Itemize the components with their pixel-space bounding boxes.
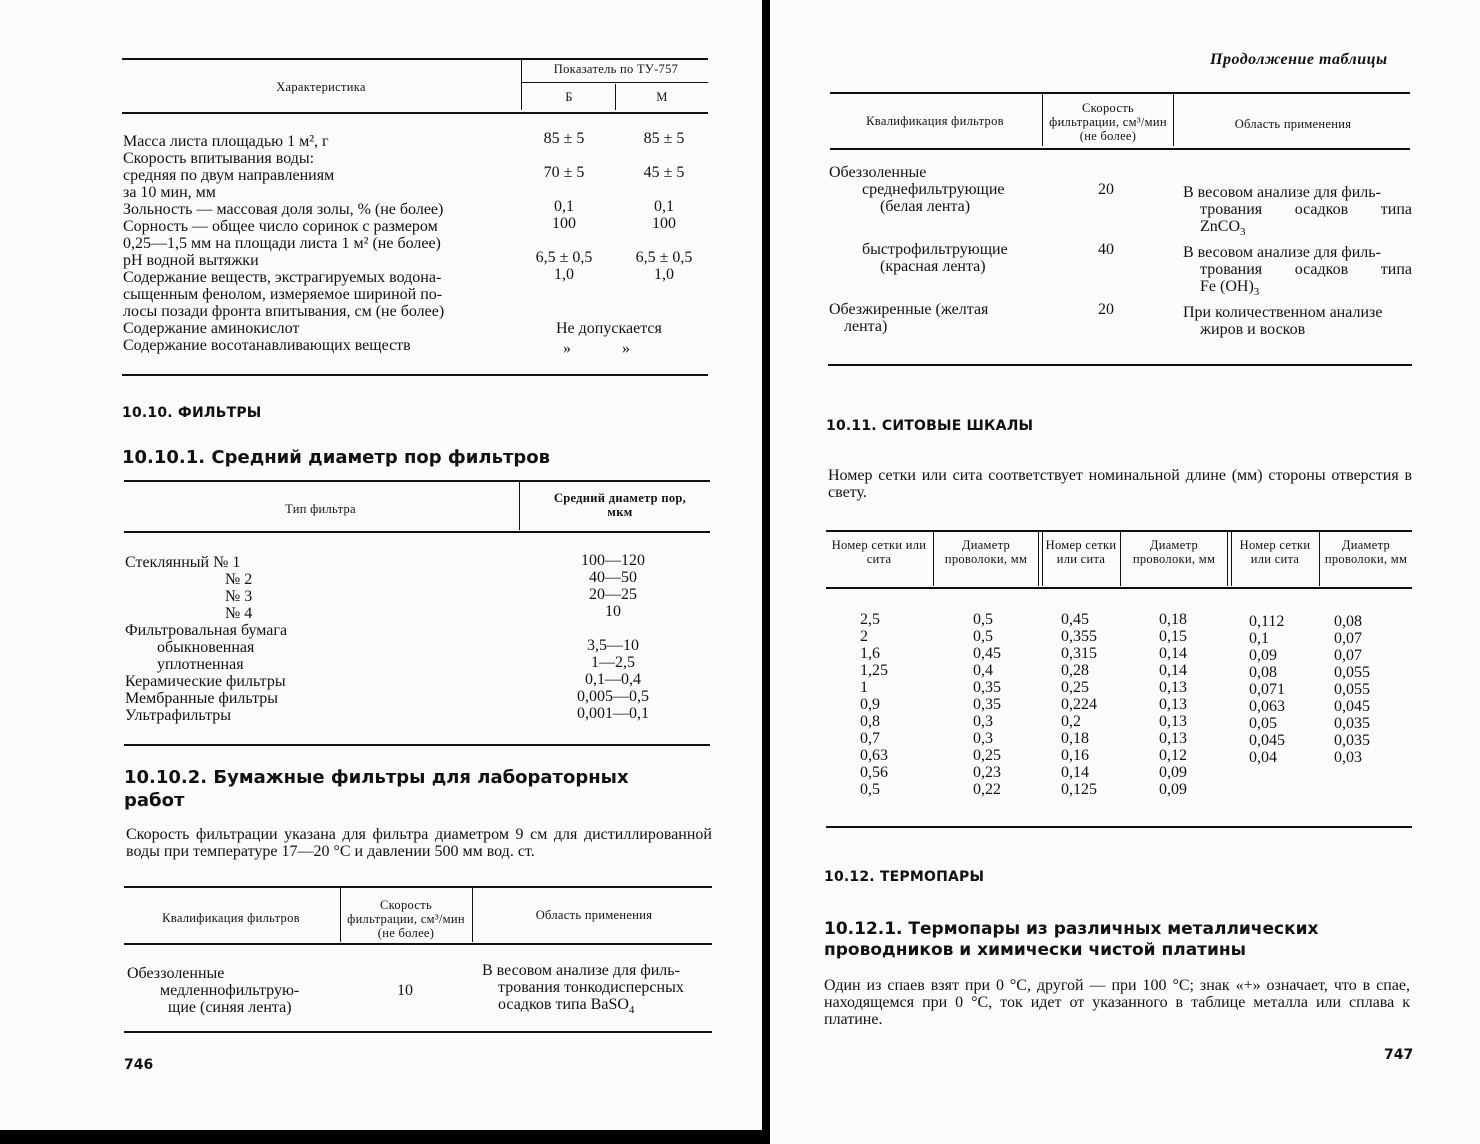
table2-label: № 2	[225, 571, 253, 588]
section-10-11-heading: 10.11. СИТОВЫЕ ШКАЛЫ	[826, 418, 1034, 434]
table1-b-value	[524, 181, 604, 198]
table1-label: лосы позади фронта впитывания, см (не более)	[123, 303, 445, 320]
sieve-cell: 0,035	[1334, 732, 1370, 749]
section-10-12-1-heading-line2: проводников и химически чистой платины	[824, 940, 1247, 960]
table1-b-value: 100	[552, 215, 576, 232]
table3-row-qualification-3: щие (синяя лента)	[168, 999, 292, 1016]
table2-vline	[519, 482, 520, 530]
table1-col-b	[524, 130, 604, 351]
sieve-cell: 0,035	[1334, 715, 1370, 732]
table2-label: Стеклянный № 1	[125, 554, 241, 571]
table1-b-value: 6,5 ± 0,5	[535, 249, 593, 266]
table1-top-rule	[122, 58, 708, 60]
sieve-cell: 0,045	[1334, 698, 1370, 715]
section-10-10-2-heading-line2: работ	[124, 790, 185, 811]
table1-b-value	[524, 232, 604, 249]
table3-vline1	[340, 888, 341, 942]
section-10-12-1-paragraph: Один из спаев взят при 0 °С, другой — при 100 °С; знак «+» означает, что в спае, находящемся при 0 °С, ток идет от указанного в таблице металла или сплава к платине.	[824, 977, 1410, 1028]
table1-b-value: 0,1	[554, 198, 574, 215]
table1-label: Сорность — общее число соринок с размером	[123, 218, 438, 235]
sieve-cell: 0,35	[973, 679, 1001, 696]
table2-value: 20—25	[589, 586, 637, 603]
sieve-cell: 0,3	[973, 713, 993, 730]
sieve-vline1	[933, 532, 934, 586]
table1-vline	[521, 60, 522, 110]
table1-labels	[123, 133, 518, 354]
table1-header-m: М	[656, 90, 668, 104]
table1-m-value: 0,1	[654, 198, 674, 215]
sieve-cell: 0,14	[1061, 764, 1089, 781]
sieve-cell: 0,05	[1249, 715, 1277, 732]
sieve-cell: 1	[860, 679, 868, 696]
table2-values	[548, 552, 678, 722]
table1-label: Скорость впитывания воды:	[123, 150, 315, 167]
sieve-cell: 0,16	[1061, 747, 1089, 764]
table1-bottom-rule	[122, 374, 708, 376]
sieve-table-header-bottom-rule	[826, 587, 1412, 589]
table1-b-value	[524, 147, 604, 164]
table3c-row-name: Обезжиренные (желтая	[829, 301, 989, 318]
sieve-col-3	[1061, 611, 1121, 798]
section-10-10-2-heading-line1: 10.10.2. Бумажные фильтры для лабораторных	[124, 767, 629, 788]
sieve-vline5	[1319, 532, 1320, 586]
table1-m-value: 100	[652, 215, 676, 232]
table1-header-b: Б	[565, 90, 573, 104]
table3c-row-area: трования осадков типа	[1200, 201, 1412, 218]
table2-header-type: Тип фильтра	[285, 502, 356, 516]
table1-col-m	[624, 130, 704, 351]
sieve-vline4b	[1231, 532, 1232, 586]
table1-b-value	[524, 300, 604, 317]
sieve-cell: 0,055	[1334, 664, 1370, 681]
section-10-11-paragraph: Номер сетки или сита соответствует номинальной длине (мм) стороны отверстия в свету.	[828, 467, 1412, 501]
table1-m-value: 85 ± 5	[643, 130, 685, 147]
table3c-row-area: ZnCO$_3$	[1200, 218, 1246, 239]
table2-label: обыкновенная	[157, 639, 255, 656]
table3c-row-speed: 40	[1098, 241, 1114, 258]
table1-ditto-m: »	[622, 340, 630, 357]
sieve-cell: 0,09	[1159, 764, 1187, 781]
sieve-cell: 0,14	[1159, 662, 1187, 679]
sieve-cell: 0,08	[1334, 613, 1362, 630]
sieve-cell: 0,5	[973, 611, 993, 628]
table1-label: pH водной вытяжки	[123, 252, 259, 269]
table3c-row-area: В весовом анализе для филь-	[1183, 244, 1381, 261]
table3c-row-area: трования осадков типа	[1200, 261, 1412, 278]
table3-header-speed: Скорость фильтрации, см³/мин (не более)	[347, 898, 465, 940]
sieve-cell: 0,07	[1334, 630, 1362, 647]
page-number-right: 747	[1384, 1047, 1414, 1063]
sieve-cell: 0,112	[1249, 613, 1285, 630]
table3-row-area-3: осадков типа BaSO$_4$	[498, 996, 635, 1017]
sieve-cell: 0,23	[973, 764, 1001, 781]
table1-m-value: 1,0	[654, 266, 674, 283]
table2-header-diameter: Средний диаметр пор, мкм	[553, 491, 687, 519]
sieve-cell: 0,35	[973, 696, 1001, 713]
table2-value: 40—50	[589, 569, 637, 586]
table3-top-rule	[124, 886, 712, 888]
sieve-col-6	[1334, 613, 1394, 766]
sieve-header-number-2: Номер сетки или сита	[1045, 538, 1117, 566]
sieve-cell: 0,14	[1159, 645, 1187, 662]
table3c-row-name: среднефильтрующие	[862, 181, 1005, 198]
table3c-bottom-rule	[828, 364, 1412, 366]
table-continuation-heading: Продолжение таблицы	[1210, 51, 1388, 68]
table3-row-area-1: В весовом анализе для филь-	[482, 962, 680, 979]
table1-label: сыщенным фенолом, измеряемое шириной по-	[123, 286, 443, 303]
table2-value	[548, 620, 678, 637]
sieve-vline2b	[1042, 532, 1043, 586]
table2-top-rule	[124, 480, 710, 482]
table3c-row-name: (белая лента)	[880, 198, 971, 215]
sieve-cell: 0,22	[973, 781, 1001, 798]
sieve-cell: 0,13	[1159, 730, 1187, 747]
table1-label: Масса листа площадью 1 м², г	[123, 133, 329, 150]
table3c-header-qualification: Квалификация фильтров	[866, 114, 1004, 128]
right-page	[770, 0, 1480, 1144]
sieve-cell: 0,315	[1061, 645, 1097, 662]
sieve-cell: 0,071	[1249, 681, 1285, 698]
sieve-cell: 0,03	[1334, 749, 1362, 766]
sieve-table-top-rule	[826, 530, 1412, 532]
table1-b-value: 70 ± 5	[543, 164, 585, 181]
table3c-row-area: жиров и восков	[1200, 321, 1306, 338]
table2-value: 100—120	[581, 552, 645, 569]
sieve-cell: 0,355	[1061, 628, 1097, 645]
table3c-row-speed: 20	[1098, 181, 1114, 198]
sieve-header-diameter-2: Диаметр проволоки, мм	[1132, 538, 1216, 566]
table1-m-value	[624, 300, 704, 317]
sieve-cell: 0,13	[1159, 713, 1187, 730]
table3c-header-bottom-rule	[830, 148, 1410, 150]
table2-label: № 3	[225, 588, 253, 605]
table3c-header-area: Область применения	[1234, 117, 1352, 131]
sieve-cell: 0,28	[1061, 662, 1089, 679]
table3-bottom-rule	[124, 1031, 712, 1033]
sieve-vline3	[1120, 532, 1121, 586]
table2-value: 1—2,5	[591, 654, 635, 671]
table3-vline2	[472, 888, 473, 942]
sieve-col-5	[1249, 613, 1309, 766]
sieve-cell: 0,4	[973, 662, 993, 679]
section-10-10-heading: 10.10. ФИЛЬТРЫ	[122, 405, 262, 421]
sieve-cell: 0,063	[1249, 698, 1285, 715]
sieve-col-4	[1159, 611, 1219, 798]
table1-m-value: 6,5 ± 0,5	[635, 249, 693, 266]
table1-b-value: 85 ± 5	[543, 130, 585, 147]
table1-m-value	[624, 147, 704, 164]
table1-subheader-rule	[522, 82, 708, 83]
table3-row-qualification-2: медленнофильтрую-	[160, 982, 300, 999]
table2-label: Мембранные фильтры	[125, 690, 278, 707]
sieve-cell: 1,25	[860, 662, 888, 679]
sieve-cell: 0,25	[973, 747, 1001, 764]
sieve-col-1	[860, 611, 920, 798]
sieve-cell: 0,055	[1334, 681, 1370, 698]
sieve-cell: 0,15	[1159, 628, 1187, 645]
table2-header-bottom-rule	[124, 531, 710, 533]
sieve-header-number-1: Номер сетки или сита	[831, 538, 927, 566]
section-10-12-heading: 10.12. ТЕРМОПАРЫ	[824, 869, 985, 885]
sieve-cell: 0,56	[860, 764, 888, 781]
table3c-top-rule	[830, 92, 1410, 94]
table2-labels	[125, 554, 425, 724]
table3-row-speed: 10	[397, 982, 413, 999]
sieve-cell: 0,45	[1061, 611, 1089, 628]
table1-label: Содержание веществ, экстрагируемых водона-	[123, 269, 442, 286]
table3c-row-area: Fe $(OH)_3$	[1200, 278, 1260, 299]
table1-header-bottom-rule	[122, 112, 708, 114]
table3-header-bottom-rule	[124, 943, 712, 945]
sieve-vline4a	[1227, 532, 1228, 586]
table3-row-area-2: трования тонкодисперсных	[498, 979, 684, 996]
sieve-header-diameter-1: Диаметр проволоки, мм	[944, 538, 1028, 566]
sieve-cell: 0,12	[1159, 747, 1187, 764]
table1-header-indicator: Показатель по ТУ-757	[553, 62, 679, 76]
sieve-cell: 0,5	[860, 781, 880, 798]
table1-m-value: 45 ± 5	[643, 164, 685, 181]
table1-m-value	[624, 232, 704, 249]
table1-b-value	[524, 283, 604, 300]
table1-label: Содержание аминокислот	[123, 320, 300, 337]
table1-label: 0,25—1,5 мм на площади листа 1 м² (не более)	[123, 235, 441, 252]
table2-value: 0,1—0,4	[585, 671, 641, 688]
table3c-group: Обеззоленные	[829, 164, 927, 181]
table3c-vline1	[1042, 94, 1043, 146]
sieve-cell: 0,08	[1249, 664, 1277, 681]
sieve-cell: 0,7	[860, 730, 880, 747]
table3c-row-speed: 20	[1098, 301, 1114, 318]
table2-value: 0,001—0,1	[577, 705, 649, 722]
table1-m-value	[624, 283, 704, 300]
sieve-cell: 0,045	[1249, 732, 1285, 749]
table2-label: Ультрафильтры	[125, 707, 232, 724]
sieve-cell: 0,13	[1159, 679, 1187, 696]
table2-label: Керамические фильтры	[125, 673, 286, 690]
sieve-cell: 0,1	[1249, 630, 1269, 647]
section-10-10-2-paragraph: Скорость фильтрации указана для фильтра диаметром 9 см для дистиллированной воды при температуре 17—20 °С и давлении 500 мм вод. ст.	[126, 826, 712, 860]
table3c-row-area: В весовом анализе для филь-	[1183, 184, 1381, 201]
sieve-cell: 0,09	[1159, 781, 1187, 798]
table2-label: уплотненная	[157, 656, 244, 673]
sieve-cell: 0,09	[1249, 647, 1277, 664]
table2-bottom-rule	[124, 744, 710, 746]
sieve-cell: 0,3	[973, 730, 993, 747]
table1-not-allowed: Не допускается	[556, 320, 662, 337]
page-number-left: 746	[124, 1057, 154, 1073]
sieve-header-diameter-3: Диаметр проволоки, мм	[1324, 538, 1408, 566]
sieve-table-bottom-rule	[826, 826, 1412, 828]
sieve-header-number-3: Номер сетки или сита	[1239, 538, 1311, 566]
section-10-10-1-heading: 10.10.1. Средний диаметр пор фильтров	[122, 447, 551, 468]
sieve-vline2a	[1038, 532, 1039, 586]
table3c-vline2	[1173, 94, 1174, 146]
table2-label: № 4	[225, 605, 253, 622]
sieve-cell: 0,224	[1061, 696, 1097, 713]
sieve-cell: 0,9	[860, 696, 880, 713]
sieve-cell: 0,5	[973, 628, 993, 645]
table3c-header-speed: Скорость фильтрации, см³/мин (не более)	[1049, 101, 1167, 143]
sieve-cell: 2	[860, 628, 868, 645]
table1-m-value	[624, 181, 704, 198]
table3-row-qualification-1: Обеззоленные	[127, 965, 225, 982]
table3c-row-area: При количественном анализе	[1183, 304, 1383, 321]
table2-label: Фильтровальная бумага	[125, 622, 288, 639]
table2-value: 10	[605, 603, 621, 620]
table1-ditto-b: »	[563, 340, 571, 357]
table3-header-area: Область применения	[535, 908, 653, 922]
section-10-12-1-heading-line1: 10.12.1. Термопары из различных металлических	[824, 919, 1319, 939]
table1-header-characteristic: Характеристика	[276, 80, 366, 94]
table1-label: Содержание восотанавливающих веществ	[123, 337, 411, 354]
sieve-cell: 0,25	[1061, 679, 1089, 696]
table3-header-qualification: Квалификация фильтров	[162, 911, 300, 925]
sieve-cell: 1,6	[860, 645, 880, 662]
sieve-cell: 0,07	[1334, 647, 1362, 664]
sieve-col-2	[973, 611, 1033, 798]
sieve-cell: 0,45	[973, 645, 1001, 662]
sieve-cell: 2,5	[860, 611, 880, 628]
sieve-cell: 0,2	[1061, 713, 1081, 730]
table2-value: 3,5—10	[587, 637, 639, 654]
sieve-cell: 0,04	[1249, 749, 1277, 766]
sieve-cell: 0,63	[860, 747, 888, 764]
sieve-cell: 0,18	[1159, 611, 1187, 628]
table1-label: Зольность — массовая доля золы, % (не более)	[123, 201, 444, 218]
table1-label: за 10 мин, мм	[123, 184, 216, 201]
table1-b-value: 1,0	[554, 266, 574, 283]
table3c-row-name: (красная лента)	[880, 258, 986, 275]
table2-value: 0,005—0,5	[577, 688, 649, 705]
table3c-row-name: быстрофильтрующие	[862, 241, 1008, 258]
table1-vline2	[615, 84, 616, 110]
sieve-cell: 0,13	[1159, 696, 1187, 713]
sieve-cell: 0,8	[860, 713, 880, 730]
table3c-row-name: лента)	[844, 318, 888, 335]
sieve-cell: 0,125	[1061, 781, 1097, 798]
table1-label: средняя по двум направлениям	[123, 167, 335, 184]
sieve-cell: 0,18	[1061, 730, 1089, 747]
